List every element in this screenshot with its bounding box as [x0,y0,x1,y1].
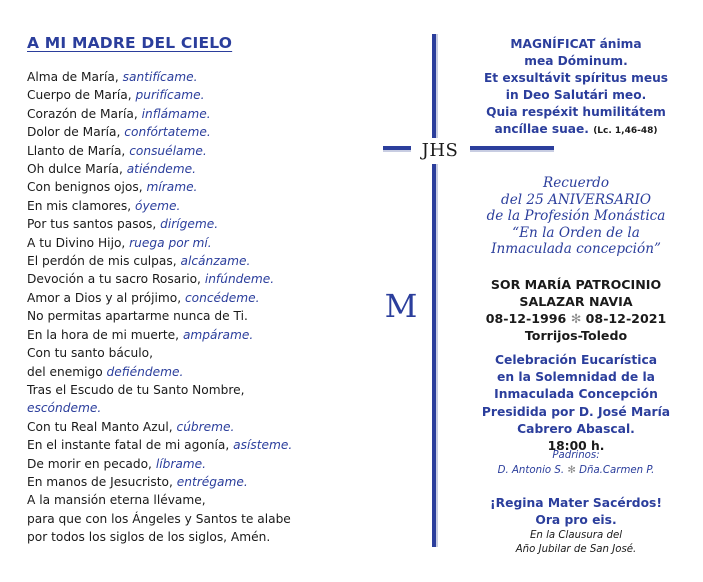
prayer-line: Tras el Escudo de tu Santo Nombre, [27,382,245,397]
prayer-line: En mis clamores, óyeme. [27,198,181,213]
magnificat-block [465,36,687,140]
prayer-line: Con tu Real Manto Azul, cúbreme. [27,419,235,434]
cross-right-arm-shadow [470,150,554,152]
celebration-line: en la Solemnidad de la [497,370,655,385]
prayer-line: Con benignos ojos, mírame. [27,180,198,195]
regina-line: ¡Regina Mater Sacérdos! [490,496,662,510]
prayer-line: Dolor de María, confórtateme. [27,125,211,140]
celebration-line: Inmaculada Concepción [494,387,658,402]
anniversary-line: “En la Orden de la [512,224,640,241]
anniversary-line: de la Profesión Monástica [486,208,666,225]
asterisk-icon: ✻ [567,465,576,476]
magnificat-line: Quia respéxit humilitátem [486,105,666,119]
scripture-reference: (Lc. 1,46-48) [593,126,658,136]
prayer-line: Oh dulce María, atiéndeme. [27,162,197,177]
prayer-line: escóndeme. [27,401,102,416]
cross-left-arm-shadow [383,150,411,152]
sister-dates: 08-12-1996 ✻ 08-12-2021 [485,311,667,326]
godparents-label: Padrinos: [552,450,600,461]
celebration-line: Presidida por D. José María [481,404,671,419]
prayer-line: Por tus santos pasos, dirígeme. [27,217,219,232]
prayer-line: Corazón de María, inflámame. [27,106,211,121]
prayer-line: De morir en pecado, líbrame. [27,456,207,471]
anniversary-line: Recuerdo [542,175,610,191]
prayer-line: para que con los Ángeles y Santos te alabe [27,511,291,526]
jubilee-line: Año Jubilar de San José. [515,544,637,555]
asterisk-icon: ✻ [570,311,582,326]
ora-line: Ora pro eis. [535,513,617,527]
magnificat-line: mea Dóminum. [524,54,628,68]
prayer-lines [27,68,367,547]
sister-place: Torrijos-Toledo [524,328,628,343]
celebration-time: 18:00 h. [547,439,605,454]
prayer-line: Con tu santo báculo, [27,346,153,361]
celebration-line: Celebración Eucarística [494,353,658,367]
clausura-line: En la Clausura del [529,530,623,541]
celebration-line: Cabrero Abascal. [517,421,635,436]
sister-name-line1: SOR MARÍA PATROCINIO [490,277,662,292]
godparents-block [465,448,687,478]
anniversary-line: Inmaculada concepción” [491,241,661,258]
cross-vertical-shadow [436,34,438,547]
prayer-column [27,34,367,547]
prayer-title: A MI MADRE DEL CIELO [27,34,233,52]
prayer-line: En la hora de mi muerte, ampárame. [27,327,254,342]
magnificat-line: Et exsultávit spíritus meus [483,71,669,85]
prayer-line: por todos los siglos de los siglos, Amén. [27,530,271,545]
magnificat-line: in Deo Salutári meo. [505,88,647,102]
anniversary-line: del 25 ANIVERSARIO [501,191,651,208]
prayer-line: Devoción a tu sacro Rosario, infúndeme. [27,272,275,287]
prayer-line: Llanto de María, consuélame. [27,143,207,158]
celebration-block [465,352,687,455]
jhs-monogram: JHS [412,138,468,164]
closing-block [465,495,687,557]
prayer-line: A tu Divino Hijo, ruega por mí. [27,235,212,250]
sister-name-line2: SALAZAR NAVIA [519,294,633,309]
prayer-line: A la mansión eterna llévame, [27,493,206,508]
prayer-line: El perdón de mis culpas, alcánzame. [27,254,251,269]
prayer-line: En manos de Jesucristo, entrégame. [27,474,248,489]
prayer-line: Alma de María, santifícame. [27,70,198,84]
prayer-line: No permitas apartarme nunca de Ti. [27,309,248,324]
marian-m-letter: M [384,287,418,325]
anniversary-block [465,175,687,258]
prayer-line: Amor a Dios y al prójimo, concédeme. [27,290,260,305]
prayer-line: Cuerpo de María, purifícame. [27,88,205,103]
prayer-line: En el instante fatal de mi agonía, asísteme. [27,438,293,453]
magnificat-line: MAGNÍFICAT ánima [510,37,642,51]
magnificat-line: ancíllae suae. (Lc. 1,46-48) [494,122,658,136]
sister-block [465,276,687,344]
prayer-line: del enemigo defiéndeme. [27,364,184,379]
godparents-names: D. Antonio S. ✻ Dña.Carmen P. [497,465,655,476]
